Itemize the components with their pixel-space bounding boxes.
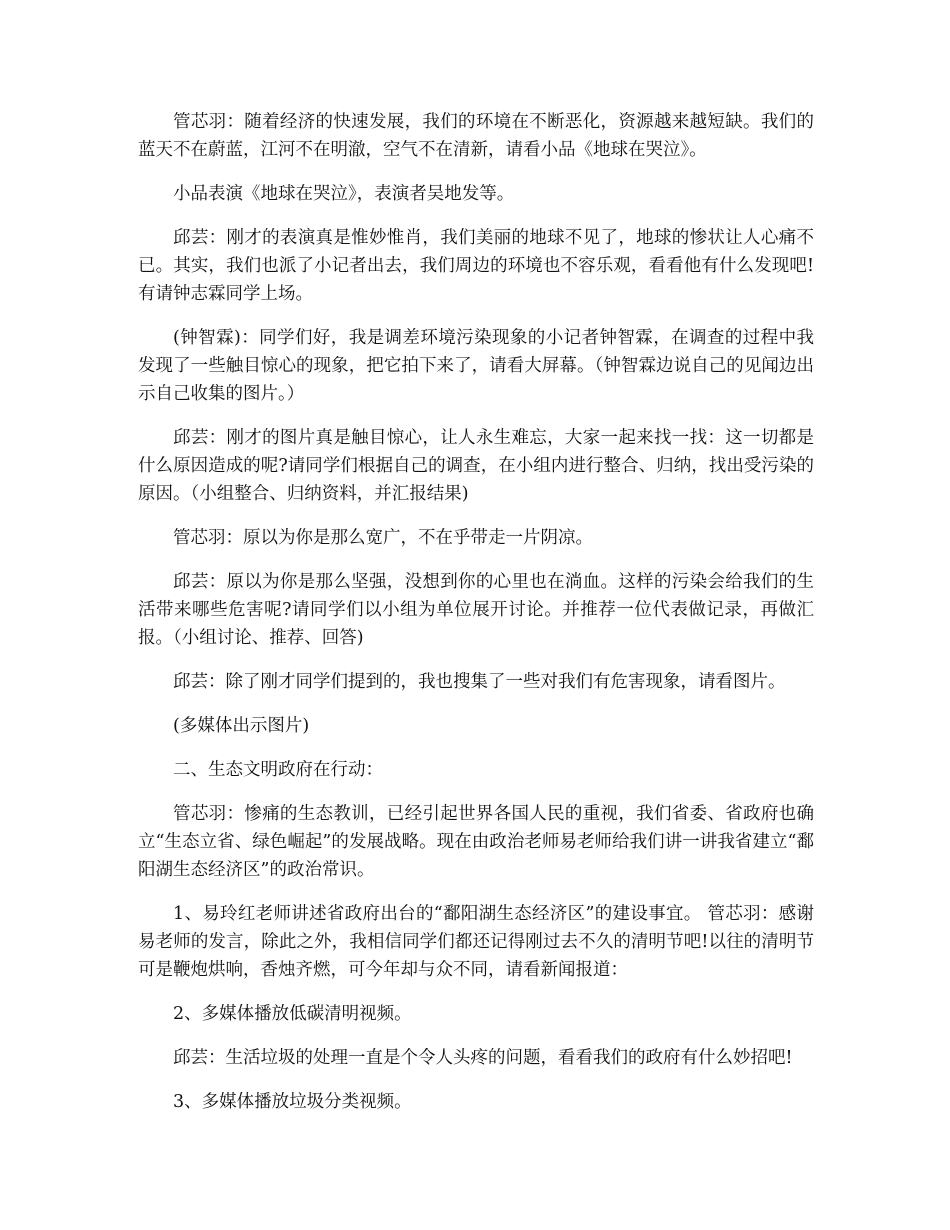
paragraph-2: 小品表演《地球在哭泣》，表演者吴地发等。 [173, 184, 515, 204]
paragraph-3: 邱芸：刚才的表演真是惟妙惟肖，我们美丽的地球不见了，地球的惨状让人心痛不已。其实，我们也派了小记者出去，我们周边的环境也不容乐观，看看他有什么发现吧!有请钟志霖同学上场。 [138, 228, 814, 304]
section-heading: 二、生态文明政府在行动： [173, 760, 383, 780]
paragraph-12: 1、易玲红老师讲述省政府出台的“鄱阳湖生态经济区”的建设事宜。 管芯羽：感谢易老师的发言，除此之外，我相信同学们都还记得刚过去不久的清明节吧!以往的清明节可是鞭炮烘响，香烛齐燃，可今年却与众不同，请看新闻报道： [138, 904, 814, 980]
paragraph-7: 邱芸：原以为你是那么坚强，没想到你的心里也在淌血。这样的污染会给我们的生活带来哪些危害呢?请同学们以小组为单位展开讨论。并推荐一位代表做记录，再做汇报。（小组讨论、推荐、回答) [138, 572, 814, 648]
paragraph-6: 管芯羽：原以为你是那么宽广，不在乎带走一片阴凉。 [173, 528, 593, 548]
paragraph-11: 管芯羽：惨痛的生态教训，已经引起世界各国人民的重视，我们省委、省政府也确立“生态立省、绿色崛起”的发展战略。现在由政治老师易老师给我们讲一讲我省建立“鄱阳湖生态经济区”的政治常识。 [138, 804, 814, 880]
paragraph-14: 邱芸：生活垃圾的处理一直是个令人头疼的问题，看看我们的政府有什么妙招吧! [173, 1048, 793, 1068]
paragraph-1: 管芯羽：随着经济的快速发展，我们的环境在不断恶化，资源越来越短缺。我们的蓝天不在蔚蓝，江河不在明澈，空气不在清新，请看小品《地球在哭泣》。 [138, 112, 814, 160]
paragraph-8: 邱芸：除了刚才同学们提到的，我也搜集了一些对我们有危害现象，请看图片。 [173, 672, 786, 692]
paragraph-5: 邱芸：刚才的图片真是触目惊心，让人永生难忘，大家一起来找一找：这一切都是什么原因造成的呢?请同学们根据自己的调查，在小组内进行整合、归纳，找出受污染的原因。（小组整合、归纳资料，并汇报结果) [138, 428, 814, 504]
document-body [138, 108, 814, 1132]
paragraph-4: (钟智霖)：同学们好，我是调差环境污染现象的小记者钟智霖，在调查的过程中我发现了一些触目惊心的现象，把它拍下来了，请看大屏幕。（钟智霖边说自己的见闻边出示自己收集的图片。） [138, 328, 814, 404]
paragraph-9: (多媒体出示图片) [173, 716, 310, 736]
paragraph-15: 3、多媒体播放垃圾分类视频。 [173, 1092, 412, 1112]
paragraph-13: 2、多媒体播放低碳清明视频。 [173, 1004, 412, 1024]
